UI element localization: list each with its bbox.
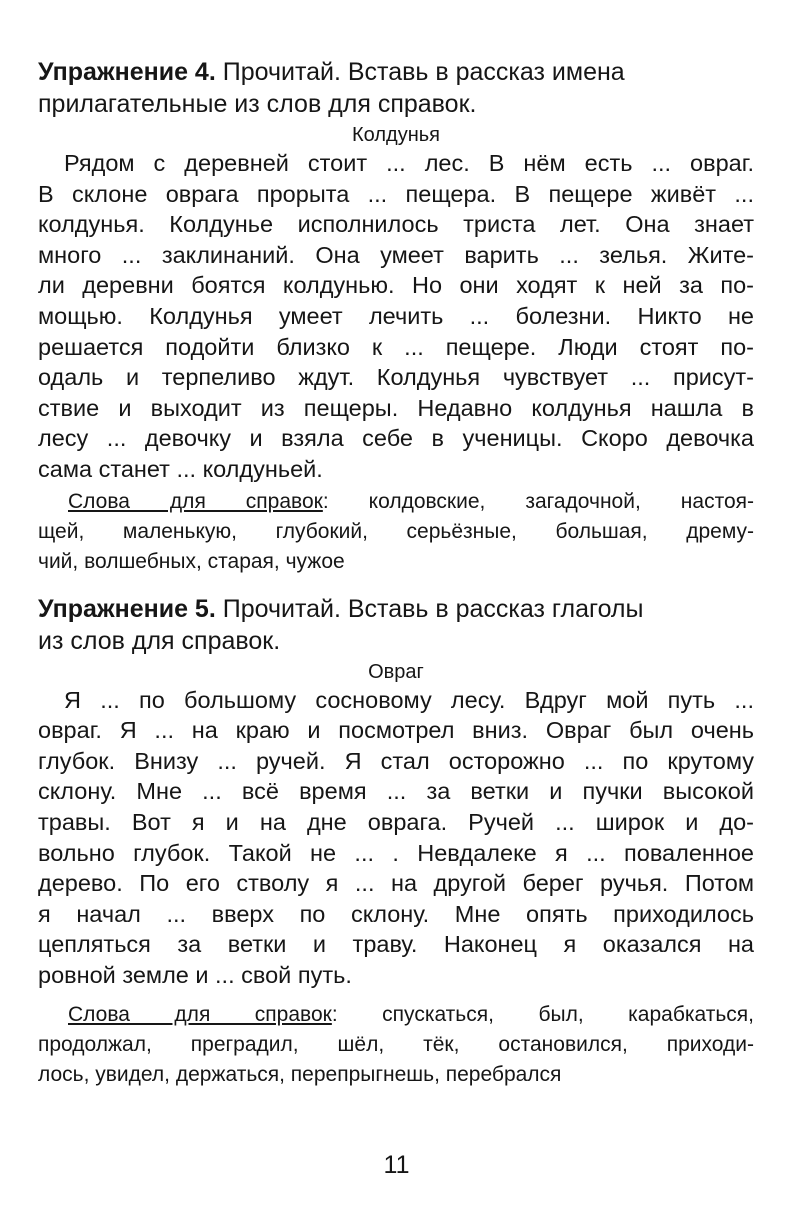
- story-line: колдунья. Колдунье исполнилось триста лет. Она знает: [38, 211, 754, 238]
- story-line: В склоне оврага прорыта ... пещера. В пещере живёт ...: [38, 180, 754, 207]
- story-title-koldunya: Колдунья: [352, 124, 440, 146]
- exercise-5-story: [38, 685, 754, 991]
- exercise-4: [38, 56, 754, 577]
- story-line: Я ... по большому сосновому лесу. Вдруг мой путь ...: [64, 686, 754, 713]
- story-line: мощью. Колдунья умеет лечить ... болезни. Никто не: [38, 302, 754, 329]
- exercise-5-heading: [38, 593, 754, 657]
- word-bank-label: Слова для справок: [68, 489, 323, 513]
- exercise-5: [38, 593, 754, 1091]
- story-line: ствие и выходит из пещеры. Недавно колдунья нашла в: [38, 394, 754, 421]
- story-line: овраг. Я ... на краю и посмотрел вниз. Овраг был очень: [38, 717, 754, 744]
- story-line: цепляться за ветки и траву. Наконец я оказался на: [38, 931, 754, 958]
- exercise-4-heading: [38, 56, 754, 120]
- story-line: травы. Вот я и на дне оврага. Ручей ... широк и до-: [38, 808, 754, 835]
- story-line: глубок. Внизу ... ручей. Я стал осторожно ... по крутому: [38, 747, 754, 774]
- exercise-4-label: Упражнение 4.: [38, 58, 216, 86]
- word-bank-line: щей, маленькую, глубокий, серьёзные, большая, дрему-: [38, 519, 754, 543]
- word-bank-label: Слова для справок: [68, 1003, 332, 1027]
- workbook-page: [38, 56, 754, 1090]
- word-bank-line: продолжал, преградил, шёл, тёк, остановился, приходи-: [38, 1033, 754, 1057]
- word-bank-words: : колдовские, загадочной, настоя-: [322, 489, 754, 513]
- exercise-4-instruction-line-2: прилагательные из слов для справок.: [38, 90, 477, 118]
- exercise-4-word-bank: [38, 487, 754, 577]
- exercise-5-label: Упражнение 5.: [38, 594, 216, 623]
- story-line: склону. Мне ... всё время ... за ветки и пучки высокой: [38, 778, 754, 805]
- word-bank-words: : спускаться, был, карабкаться,: [331, 1003, 755, 1027]
- exercise-5-word-bank: [38, 1000, 754, 1090]
- story-title-ovrag: Овраг: [368, 660, 424, 683]
- word-bank-line: [38, 487, 754, 517]
- story-line: я начал ... вверх по склону. Мне опять приходилось: [38, 900, 754, 927]
- exercise-4-story: [38, 148, 754, 485]
- story-line: дерево. По его стволу я ... на другой берег ручья. Потом: [38, 870, 754, 897]
- story-line: решается подойти близко к ... пещере. Люди стоят по-: [38, 333, 754, 360]
- exercise-5-instruction-line-1: Прочитай. Вставь в рассказ глаголы: [222, 594, 644, 623]
- story-line: вольно глубок. Такой не ... . Невдалеке я ... поваленное: [38, 839, 754, 866]
- story-line: Рядом с деревней стоит ... лес. В нём есть ... овраг.: [64, 150, 754, 176]
- story-line: много ... заклинаний. Она умеет варить ... зелья. Жите-: [38, 241, 754, 268]
- page-number: 11: [383, 1151, 410, 1179]
- word-bank-line: чий, волшебных, старая, чужое: [38, 549, 345, 573]
- word-bank-line: лось, увидел, держаться, перепрыгнешь, перебрался: [38, 1063, 562, 1087]
- exercise-4-instruction-line-1: Прочитай. Вставь в рассказ имена: [222, 58, 625, 86]
- story-line: лесу ... девочку и взяла себе в ученицы. Скоро девочка: [38, 425, 754, 452]
- story-line: сама станет ... колдуньей.: [38, 455, 323, 482]
- story-line: ли деревни боятся колдунью. Но они ходят к ней за по-: [38, 272, 754, 299]
- word-bank-line: [38, 1000, 754, 1030]
- exercise-5-instruction-line-2: из слов для справок.: [38, 626, 281, 655]
- story-line: одаль и терпеливо ждут. Колдунья чувствует ... присут-: [38, 364, 754, 391]
- story-line: ровной земле и ... свой путь.: [38, 961, 352, 988]
